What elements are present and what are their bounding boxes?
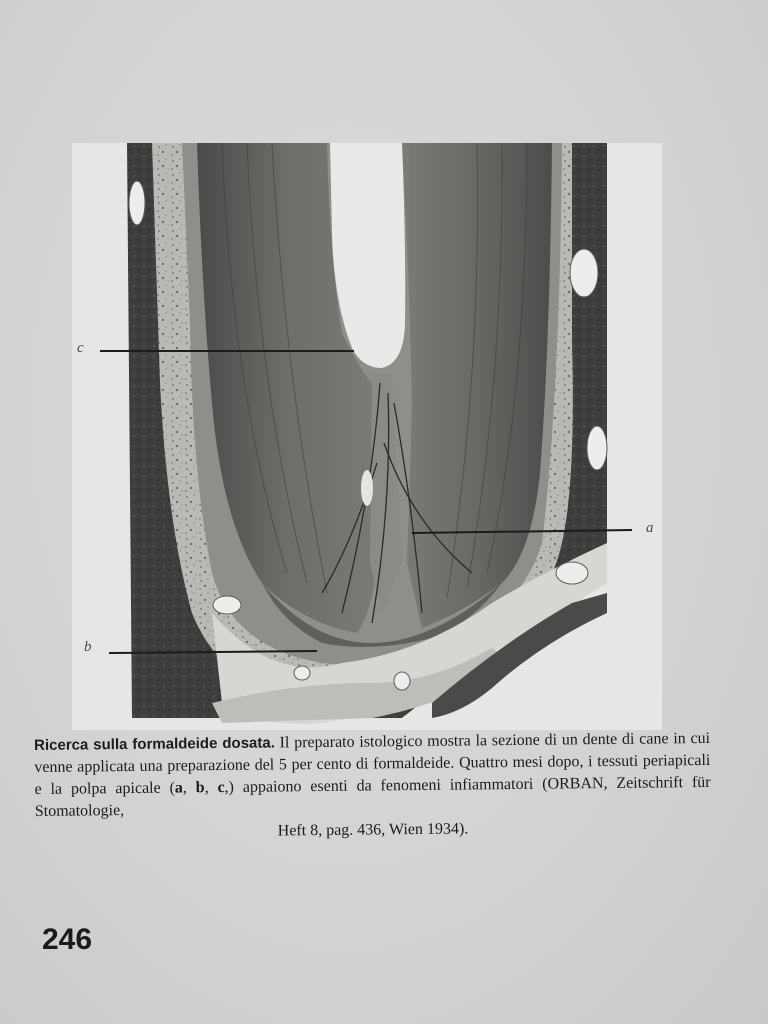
- caption-ref-c: c: [217, 779, 225, 797]
- figure-caption: [34, 728, 711, 845]
- histology-photograph: [72, 143, 662, 730]
- caption-text-part2: ,) appaiono esenti da fenomeni infiammatori (ORBAN, Zeitschrift für Stomatologie,: [34, 773, 711, 820]
- page-number: 246: [42, 923, 93, 956]
- caption-text-part1: Il preparato istologico mostra la sezione di un dente di cane in cui venne applicata una preparazione del 5 per cento di formaldeide. Quattro mesi dopo, i tessuti periapicali e la polpa apicale (: [34, 729, 711, 798]
- caption-ref-a: a: [174, 779, 183, 797]
- canal-void: [361, 470, 373, 506]
- figure-label-c: c: [77, 340, 84, 356]
- caption-sep1: ,: [182, 779, 196, 797]
- figure-label-a: a: [646, 520, 654, 536]
- caption-title: Ricerca sulla formaldeide dosata.: [34, 734, 275, 754]
- caption-ref-b: b: [195, 779, 205, 797]
- caption-citation-line: Heft 8, pag. 436, Wien 1934).: [277, 820, 469, 840]
- figure-label-b: b: [84, 639, 92, 655]
- caption-sep2: ,: [204, 779, 218, 797]
